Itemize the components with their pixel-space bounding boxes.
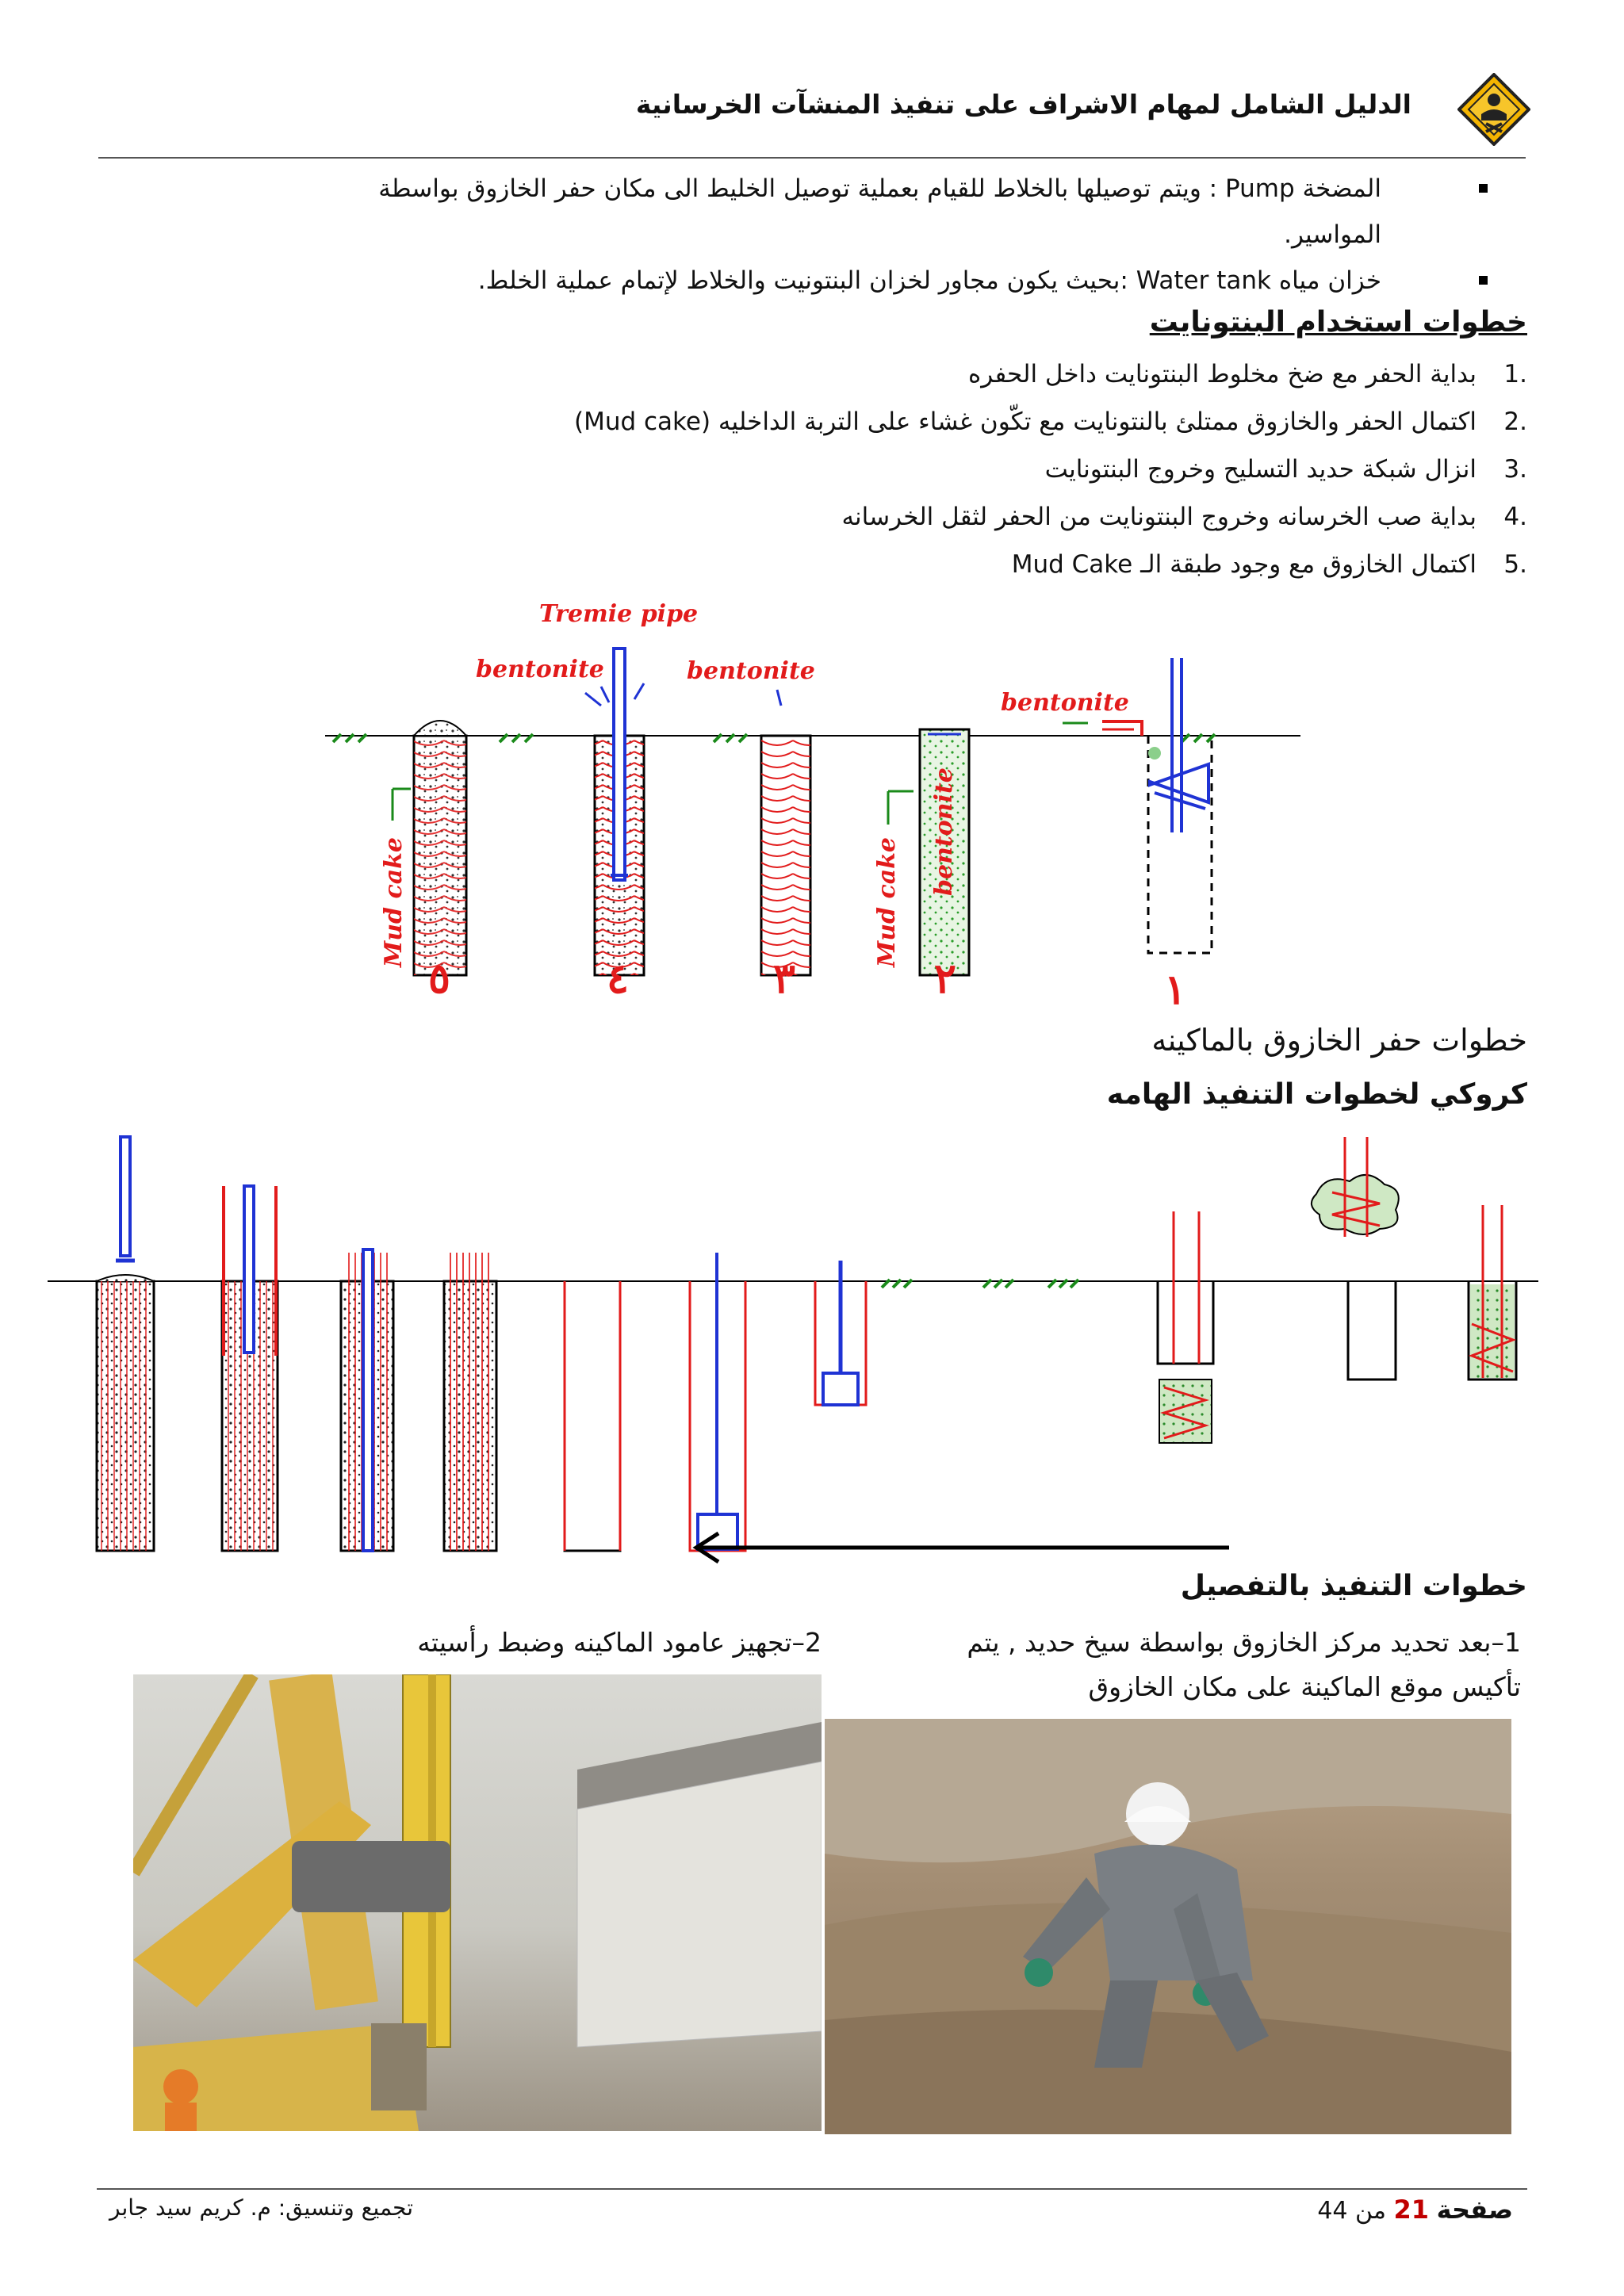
machine-steps-sketch bbox=[48, 1126, 1538, 1570]
bentonite-stages-diagram bbox=[317, 595, 1316, 1023]
logo-icon bbox=[1457, 73, 1530, 146]
pile-stage-4 bbox=[585, 649, 644, 975]
page-label: صفحة bbox=[1436, 2195, 1513, 2225]
step-text: بداية صب الخرسانه وخروج البنتونايت من الحفر لثقل الخرسانه bbox=[841, 503, 1477, 531]
sketch-spoil-cloud bbox=[1312, 1137, 1399, 1237]
caption-step-2: 2–تجهيز عامود الماكينه وضبط رأسيته bbox=[417, 1627, 822, 1658]
bullet-marker bbox=[1479, 184, 1488, 193]
sketch-pile-3 bbox=[341, 1249, 393, 1551]
stage-number-1: ١ bbox=[1164, 966, 1186, 1014]
sketch-pile-4 bbox=[444, 1253, 496, 1551]
detail-steps-title: خطوات التنفيذ بالتفصيل bbox=[1180, 1570, 1527, 1602]
bullet-water-tank: خزان مياه Water tank :بحيث يكون مجاور لخزان البنتونيت والخلاط لإتمام عملية الخلط. bbox=[477, 266, 1381, 295]
machine-steps-title: خطوات حفر الخازوق بالماكينه bbox=[1151, 1023, 1527, 1058]
sketch-empty-hole bbox=[565, 1281, 620, 1551]
sketch-open-excavation bbox=[1348, 1281, 1396, 1380]
label-mud-cake-a: Mud cake bbox=[380, 836, 408, 967]
label-bentonite-fill: bentonite bbox=[930, 767, 958, 896]
step-number: 1. bbox=[1503, 360, 1527, 388]
sketch-drilling-casing bbox=[815, 1261, 866, 1405]
page-header-title: الدليل الشامل لمهام الاشراف على تنفيذ المنشآت الخرسانية bbox=[635, 89, 1411, 120]
of-label: من bbox=[1355, 2197, 1386, 2225]
header-divider bbox=[98, 157, 1526, 159]
bullet-pump-line2: المواسير. bbox=[1284, 220, 1381, 249]
photo-drilling-rig bbox=[133, 1674, 822, 2131]
machine-steps-subtitle: كروكي لخطوات التنفيذ الهامه bbox=[1106, 1078, 1527, 1111]
footer-divider bbox=[97, 2188, 1527, 2190]
caption-step-1-line2: تأكيس موقع الماكينة على مكان الخازوق bbox=[1088, 1671, 1521, 1702]
page-number: 21 bbox=[1393, 2195, 1430, 2225]
sketch-pile-2 bbox=[222, 1186, 278, 1551]
bullet-pump-line1: المضخة Pump : ويتم توصيلها بالخلاط للقيام بعملية توصيل الخليط الى مكان حفر الخازوق بواسطة bbox=[378, 174, 1381, 203]
sketch-first-auger bbox=[1469, 1205, 1516, 1380]
photo-pile-center-marking bbox=[825, 1719, 1511, 2134]
step-text: اكتمال الخازوق مع وجود طبقة الـ Mud Cake bbox=[1011, 550, 1477, 579]
footer-page-info bbox=[1317, 2195, 1513, 2225]
bentonite-steps-title: خطوات استخدام البنتونايت bbox=[1149, 306, 1527, 339]
label-bentonite-b: bentonite bbox=[687, 657, 815, 685]
sketch-casing-with-soil bbox=[1158, 1211, 1213, 1443]
footer-credit: تجميع وتنسيق: م. كريم سيد جابر bbox=[109, 2195, 414, 2221]
direction-arrow bbox=[696, 1533, 1229, 1562]
step-number: 3. bbox=[1503, 455, 1527, 484]
sketch-cleaning-bucket bbox=[690, 1253, 745, 1551]
caption-step-1-line1: 1–بعد تحديد مركز الخازوق بواسطة سيخ حديد , يتم bbox=[967, 1627, 1521, 1658]
step-number: 4. bbox=[1503, 503, 1527, 531]
label-bentonite-c: bentonite bbox=[1001, 689, 1129, 717]
label-tremie-pipe: Tremie pipe bbox=[539, 600, 699, 628]
step-number: 5. bbox=[1503, 550, 1527, 579]
stage-number-2: ٢ bbox=[934, 955, 956, 1003]
stage-number-5: ٥ bbox=[428, 955, 450, 1003]
step-text: انزال شبكة حديد التسليح وخروج البنتونايت bbox=[1044, 455, 1477, 484]
label-bentonite-a: bentonite bbox=[476, 656, 604, 683]
step-text: اكتمال الحفر والخازوق ممتلئ بالنتونايت مع تكّون غشاء على التربة الداخليه (Mud cake) bbox=[573, 408, 1477, 436]
step-number: 2. bbox=[1503, 408, 1527, 436]
pile-stage-3 bbox=[761, 690, 810, 975]
sketch-pile-1 bbox=[97, 1137, 154, 1551]
bullet-marker bbox=[1479, 276, 1488, 285]
step-text: بداية الحفر مع ضخ مخلوط البنتونايت داخل الحفره bbox=[967, 360, 1477, 388]
stage-number-4: ٤ bbox=[607, 955, 629, 1003]
total-pages: 44 bbox=[1317, 2197, 1348, 2225]
label-mud-cake-b: Mud cake bbox=[873, 836, 901, 967]
stage-number-3: ٣ bbox=[773, 955, 795, 1003]
